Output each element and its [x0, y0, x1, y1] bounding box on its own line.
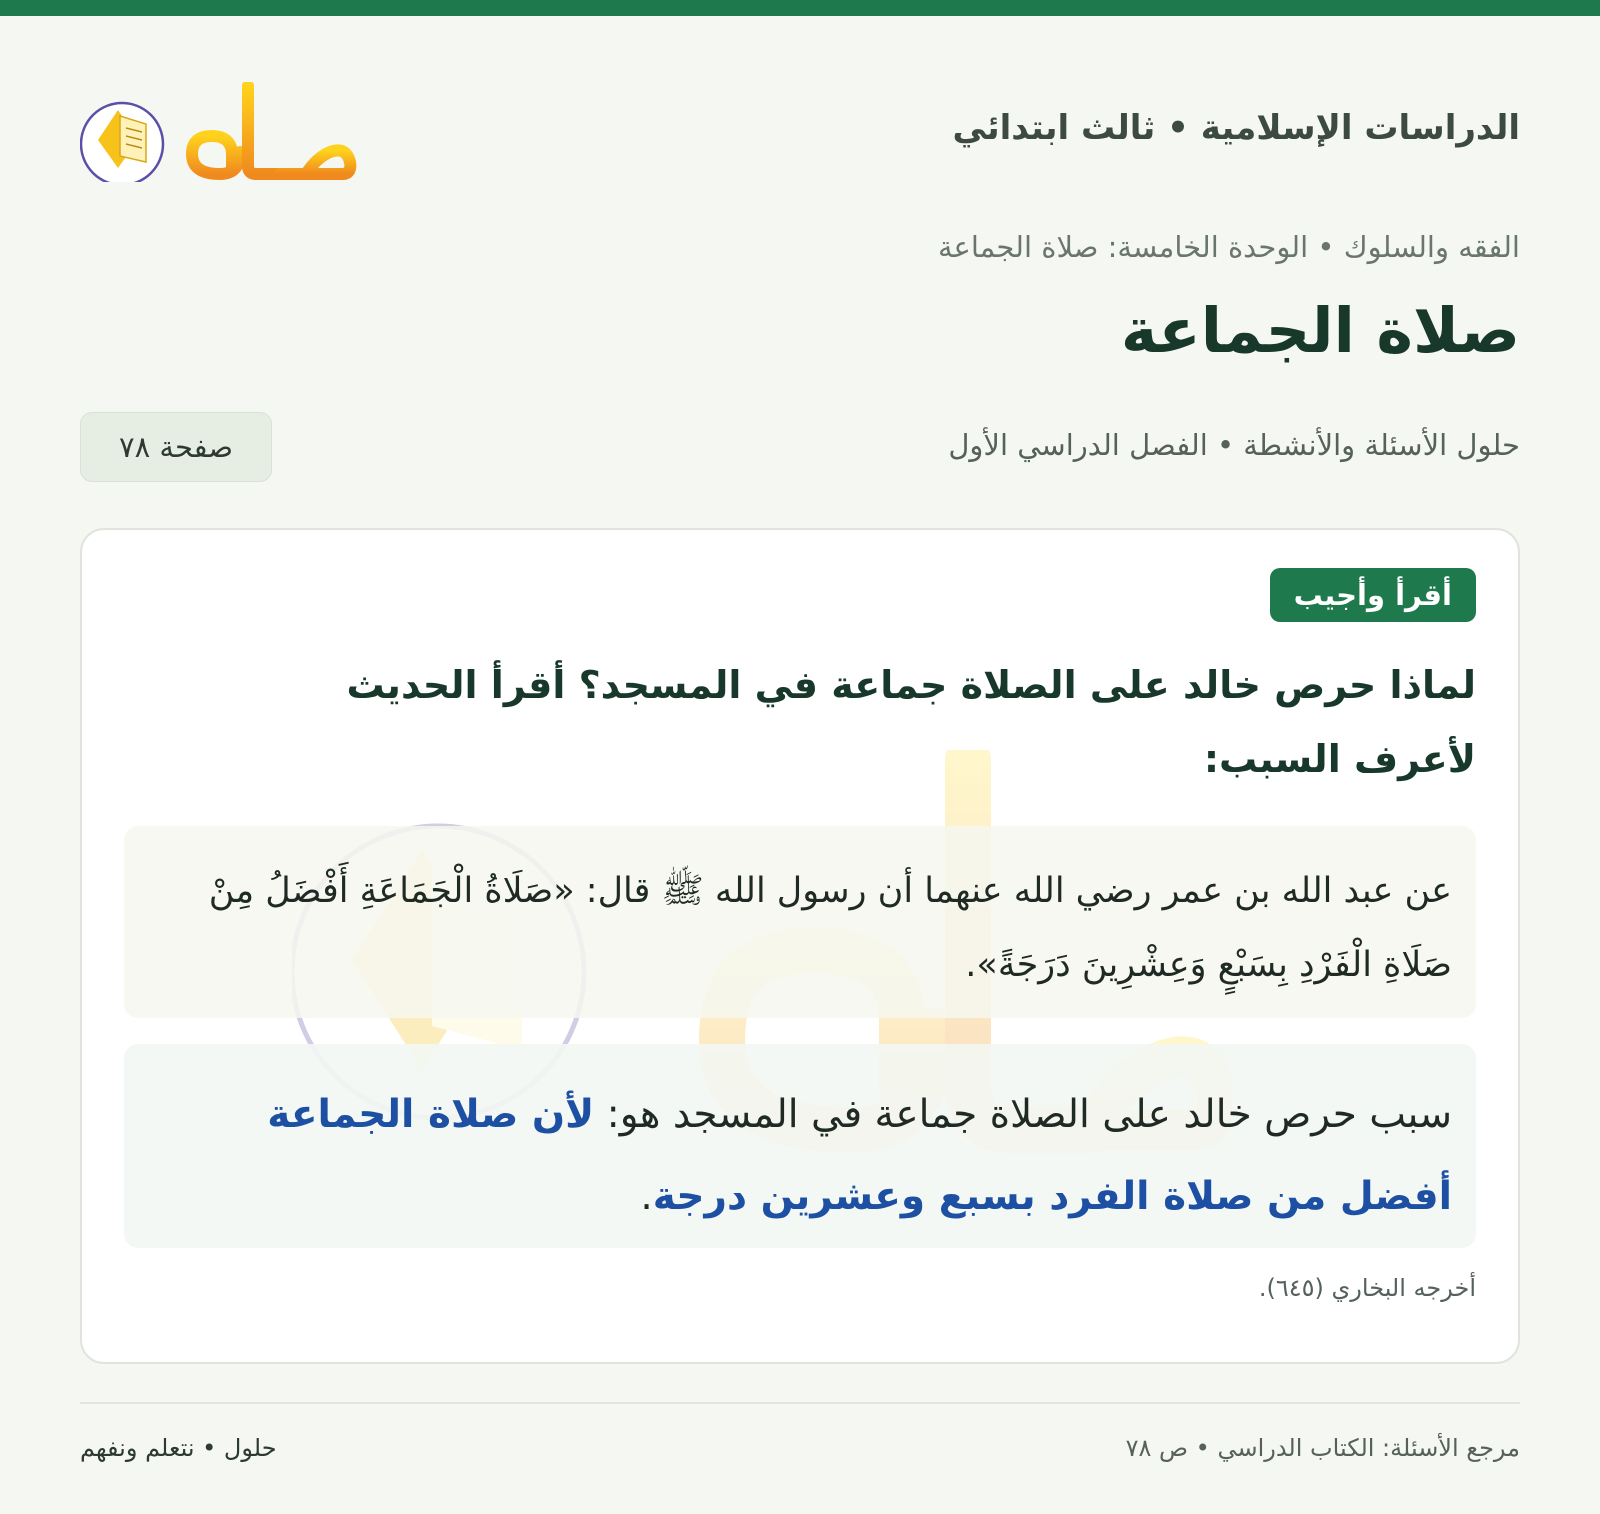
page — [80, 16, 1520, 1514]
brand-logo[interactable] — [80, 82, 360, 182]
footer-divider — [80, 1402, 1520, 1404]
brand-logo-icon — [80, 82, 360, 182]
answer-highlight: لأن صلاة الجماعة أفضل من صلاة الفرد بسبع وعشرين درجة — [267, 1092, 1452, 1219]
source-note: أخرجه البخاري (٦٤٥). — [1258, 1274, 1476, 1302]
answer-prefix: سبب حرص خالد على الصلاة جماعة في المسجد هو: — [594, 1092, 1452, 1137]
breadcrumb: الفقه والسلوك • الوحدة الخامسة: صلاة الجماعة — [937, 230, 1520, 264]
header-title: الدراسات الإسلامية • ثالث ابتدائي — [952, 108, 1520, 148]
footer-reference: مرجع الأسئلة: الكتاب الدراسي • ص ٧٨ — [1125, 1434, 1520, 1462]
answer-suffix: . — [640, 1174, 653, 1219]
footer-brand: حلول • نتعلم ونفهم — [80, 1434, 277, 1462]
top-accent-bar — [0, 0, 1600, 16]
page-number-badge: صفحة ٧٨ — [80, 412, 272, 482]
section-subtitle: حلول الأسئلة والأنشطة • الفصل الدراسي الأول — [948, 428, 1520, 462]
question-text: لماذا حرص خالد على الصلاة جماعة في المسجد؟ أقرأ الحديث لأعرف السبب: — [346, 663, 1476, 781]
hadith-text: عن عبد الله بن عمر رضي الله عنهما أن رسول الله ﷺ قال: «صَلَاةُ الْجَمَاعَةِ أَفْضَلُ مِنْ صَلَاةِ الْفَرْدِ بِسَبْعٍ وَعِشْرِينَ دَرَجَةً». — [208, 871, 1452, 985]
header — [80, 68, 1520, 188]
page-title: صلاة الجماعة — [1120, 294, 1520, 367]
question-card — [80, 528, 1520, 1364]
section-tag: أقرأ وأجيب — [1270, 568, 1476, 622]
answer-box — [124, 1044, 1476, 1248]
hadith-quote — [124, 826, 1476, 1018]
